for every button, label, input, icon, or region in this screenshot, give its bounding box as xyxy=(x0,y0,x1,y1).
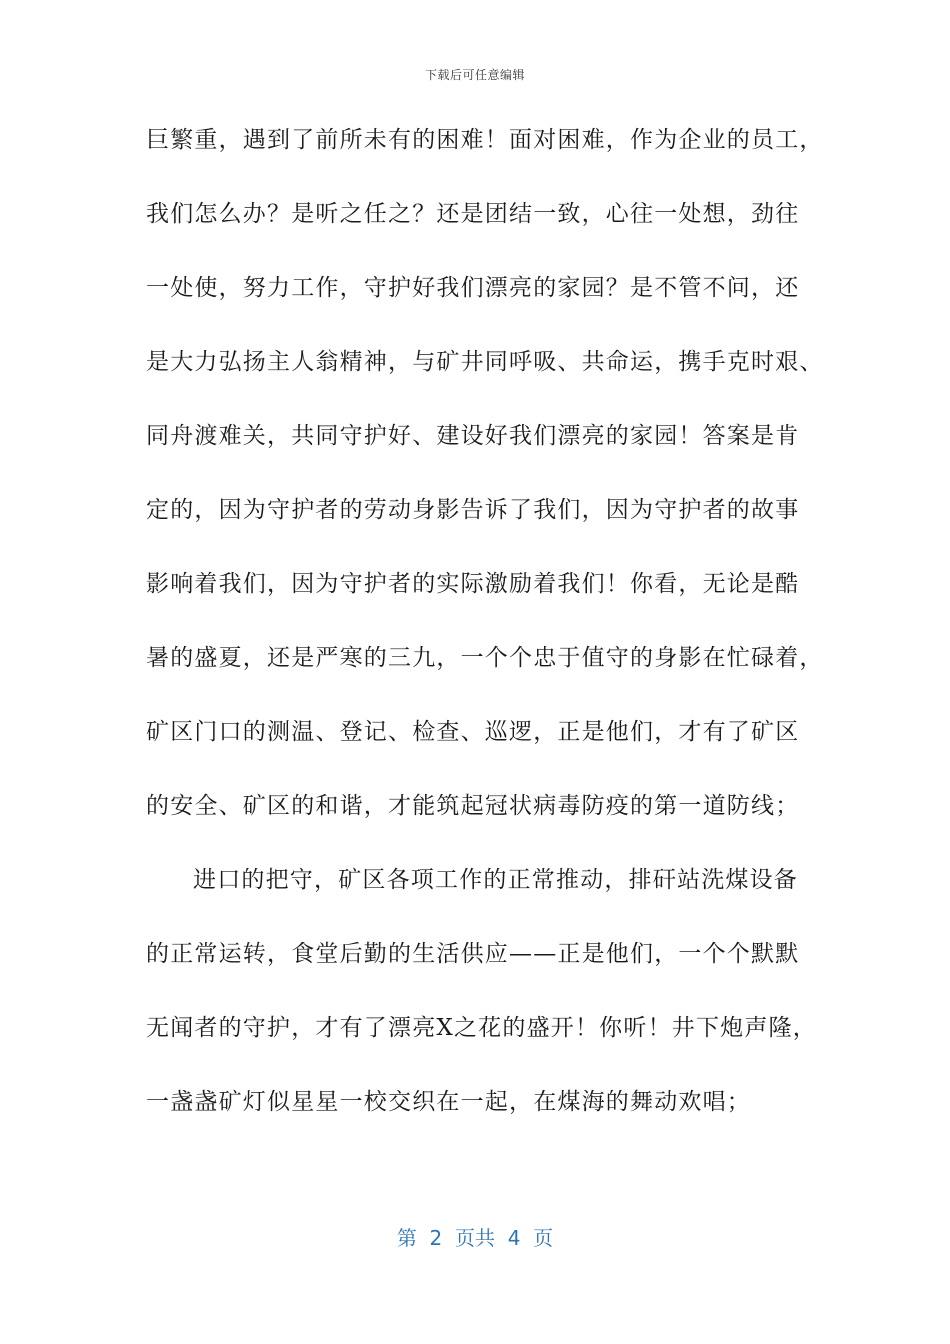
page-number-footer: 第 2 页共 4 页 xyxy=(396,1226,554,1250)
paragraph-start-line: 进口的把守，矿区各项工作的正常推动，排矸站洗煤设备 xyxy=(193,867,798,893)
text-line: 的正常运转，食堂后勤的生活供应——正是他们，一个个默默 xyxy=(146,941,800,967)
text-line: 无闻者的守护，才有了漂亮X之花的盛开！你听！井下炮声隆， xyxy=(146,1015,817,1041)
text-line: 定的，因为守护者的劳动身影告诉了我们，因为守护者的故事 xyxy=(146,497,800,523)
text-line: 的安全、矿区的和谐，才能筑起冠状病毒防疫的第一道防线； xyxy=(146,793,800,819)
text-line: 暑的盛夏，还是严寒的三九，一个个忠于值守的身影在忙碌着， xyxy=(146,645,824,671)
text-line: 巨繁重，遇到了前所未有的困难！面对困难，作为企业的员工， xyxy=(146,127,824,153)
text-line: 我们怎么办？是听之任之？还是团结一致，心往一处想，劲往 xyxy=(146,201,800,227)
body-text xyxy=(146,103,824,1139)
text-line: 影响着我们，因为守护者的实际激励着我们！你看，无论是酷 xyxy=(146,571,800,597)
text-line: 矿区门口的测温、登记、检查、巡逻，正是他们，才有了矿区 xyxy=(146,719,800,745)
text-line: 一处使，努力工作，守护好我们漂亮的家园？是不管不问，还 xyxy=(146,275,800,301)
text-line: 同舟渡难关，共同守护好、建设好我们漂亮的家园！答案是肯 xyxy=(146,423,800,449)
text-line: 是大力弘扬主人翁精神，与矿井同呼吸、共命运，携手克时艰、 xyxy=(146,349,824,375)
text-line: 一盏盏矿灯似星星一校交织在一起，在煤海的舞动欢唱； xyxy=(146,1089,751,1115)
page-header: 下载后可任意编辑 xyxy=(424,68,525,82)
